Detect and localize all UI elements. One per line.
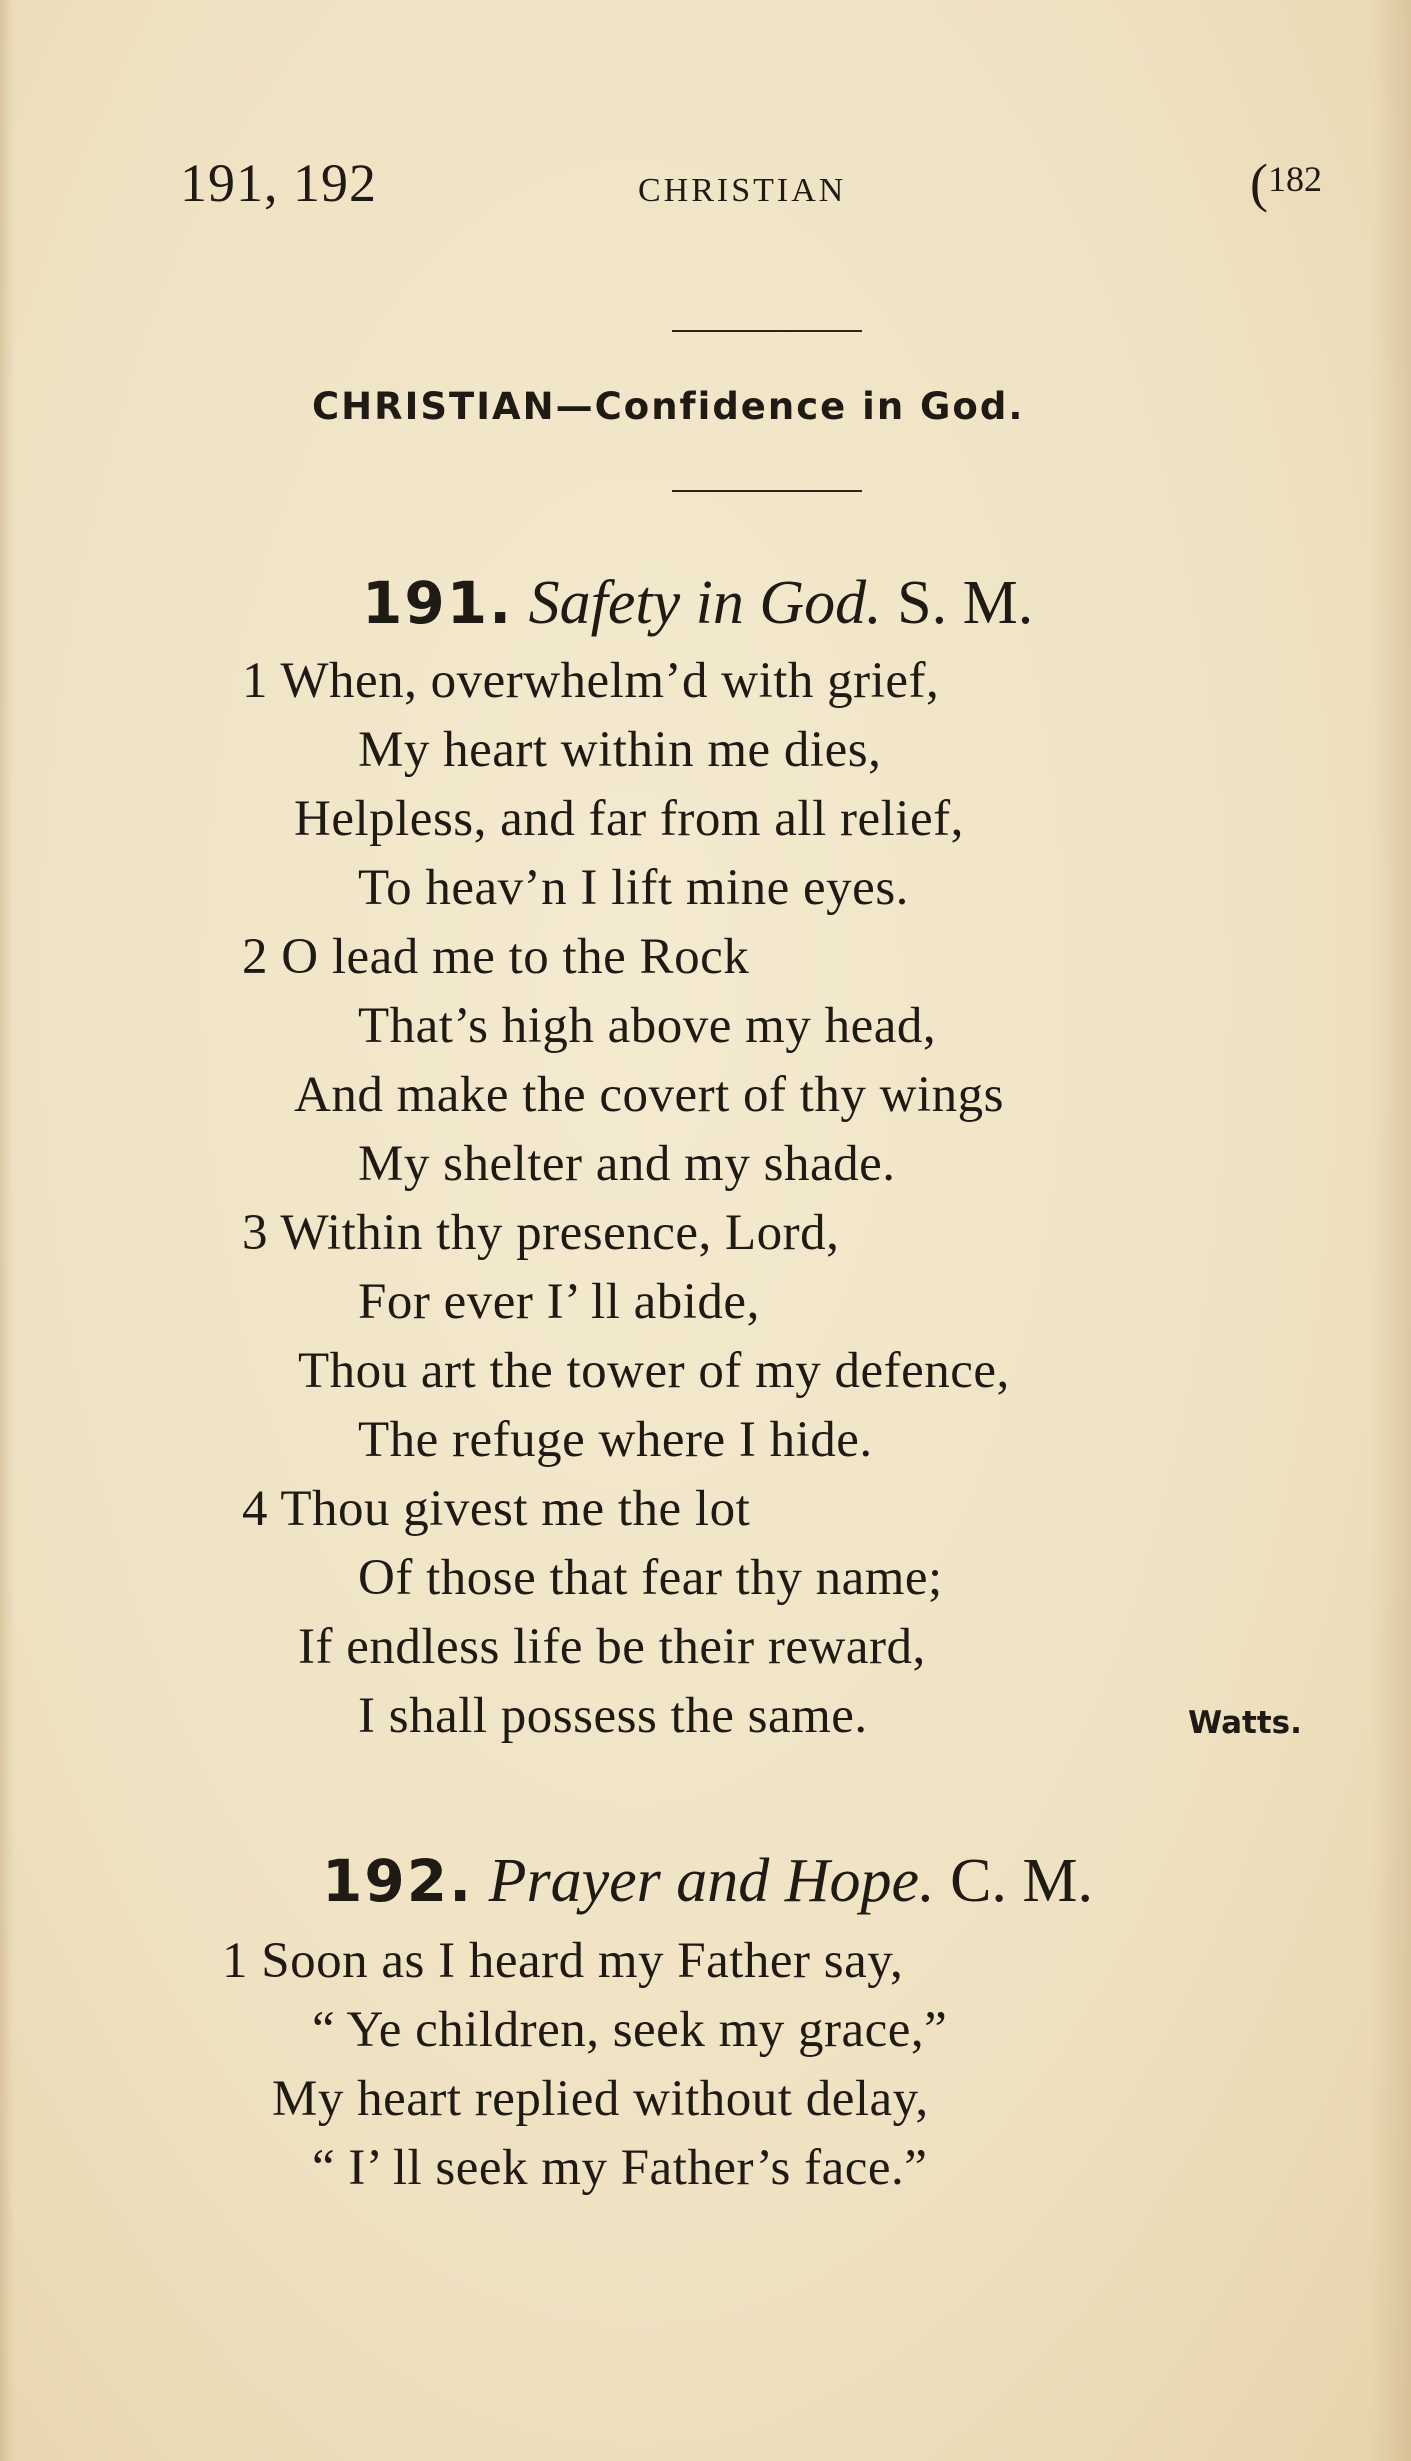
- verse-line: “ Ye children, seek my grace,”: [312, 2002, 948, 2058]
- verse-line: 1 Soon as I heard my Father say,: [222, 1933, 904, 1989]
- page-right-edge: [1371, 0, 1411, 2461]
- hymn-191-heading: [362, 568, 1033, 639]
- verse-line: Thou art the tower of my defence,: [298, 1343, 1010, 1399]
- hymn-meter: S. M.: [897, 569, 1034, 637]
- running-head: [180, 152, 1370, 222]
- verse-line: “ I’ ll seek my Father’s face.”: [312, 2140, 928, 2196]
- page-number: (182: [1250, 153, 1322, 213]
- hymn-192-heading: [322, 1846, 1093, 1917]
- hymn-number: 192.: [322, 1847, 474, 1915]
- hymn-meter: C. M.: [950, 1847, 1094, 1915]
- hymn-title: Safety in God.: [528, 569, 882, 637]
- verse-line: My heart within me dies,: [358, 722, 882, 778]
- verse-line: Helpless, and far from all relief,: [294, 791, 964, 847]
- verse-line: I shall possess the same.: [358, 1688, 868, 1744]
- verse-line: If endless life be their reward,: [298, 1619, 926, 1675]
- rule-top: [672, 330, 862, 332]
- hymn-number: 191.: [362, 569, 514, 637]
- running-title: CHRISTIAN: [638, 172, 847, 209]
- verse-line: That’s high above my head,: [358, 998, 937, 1054]
- section-heading: CHRISTIAN—Confidence in God.: [312, 385, 1025, 428]
- verse-line: My shelter and my shade.: [358, 1136, 896, 1192]
- hymn-title: Prayer and Hope.: [488, 1847, 935, 1915]
- verse-line: 3 Within thy presence, Lord,: [242, 1205, 840, 1261]
- hymn-author: Watts.: [1188, 1705, 1302, 1741]
- verse-line: Of those that fear thy name;: [358, 1550, 943, 1606]
- verse-line: The refuge where I hide.: [358, 1412, 873, 1468]
- verse-line: My heart replied without delay,: [272, 2071, 929, 2127]
- verse-line: For ever I’ ll abide,: [358, 1274, 760, 1330]
- page-left-edge: [0, 0, 14, 2461]
- hymn-range: 191, 192: [180, 153, 377, 213]
- verse-line: 4 Thou givest me the lot: [242, 1481, 751, 1537]
- verse-line: And make the covert of thy wings: [294, 1067, 1005, 1123]
- verse-line: 1 When, overwhelm’d with grief,: [242, 653, 940, 709]
- rule-bottom: [672, 490, 862, 492]
- verse-line: To heav’n I lift mine eyes.: [358, 860, 909, 916]
- verse-line: 2 O lead me to the Rock: [242, 929, 750, 985]
